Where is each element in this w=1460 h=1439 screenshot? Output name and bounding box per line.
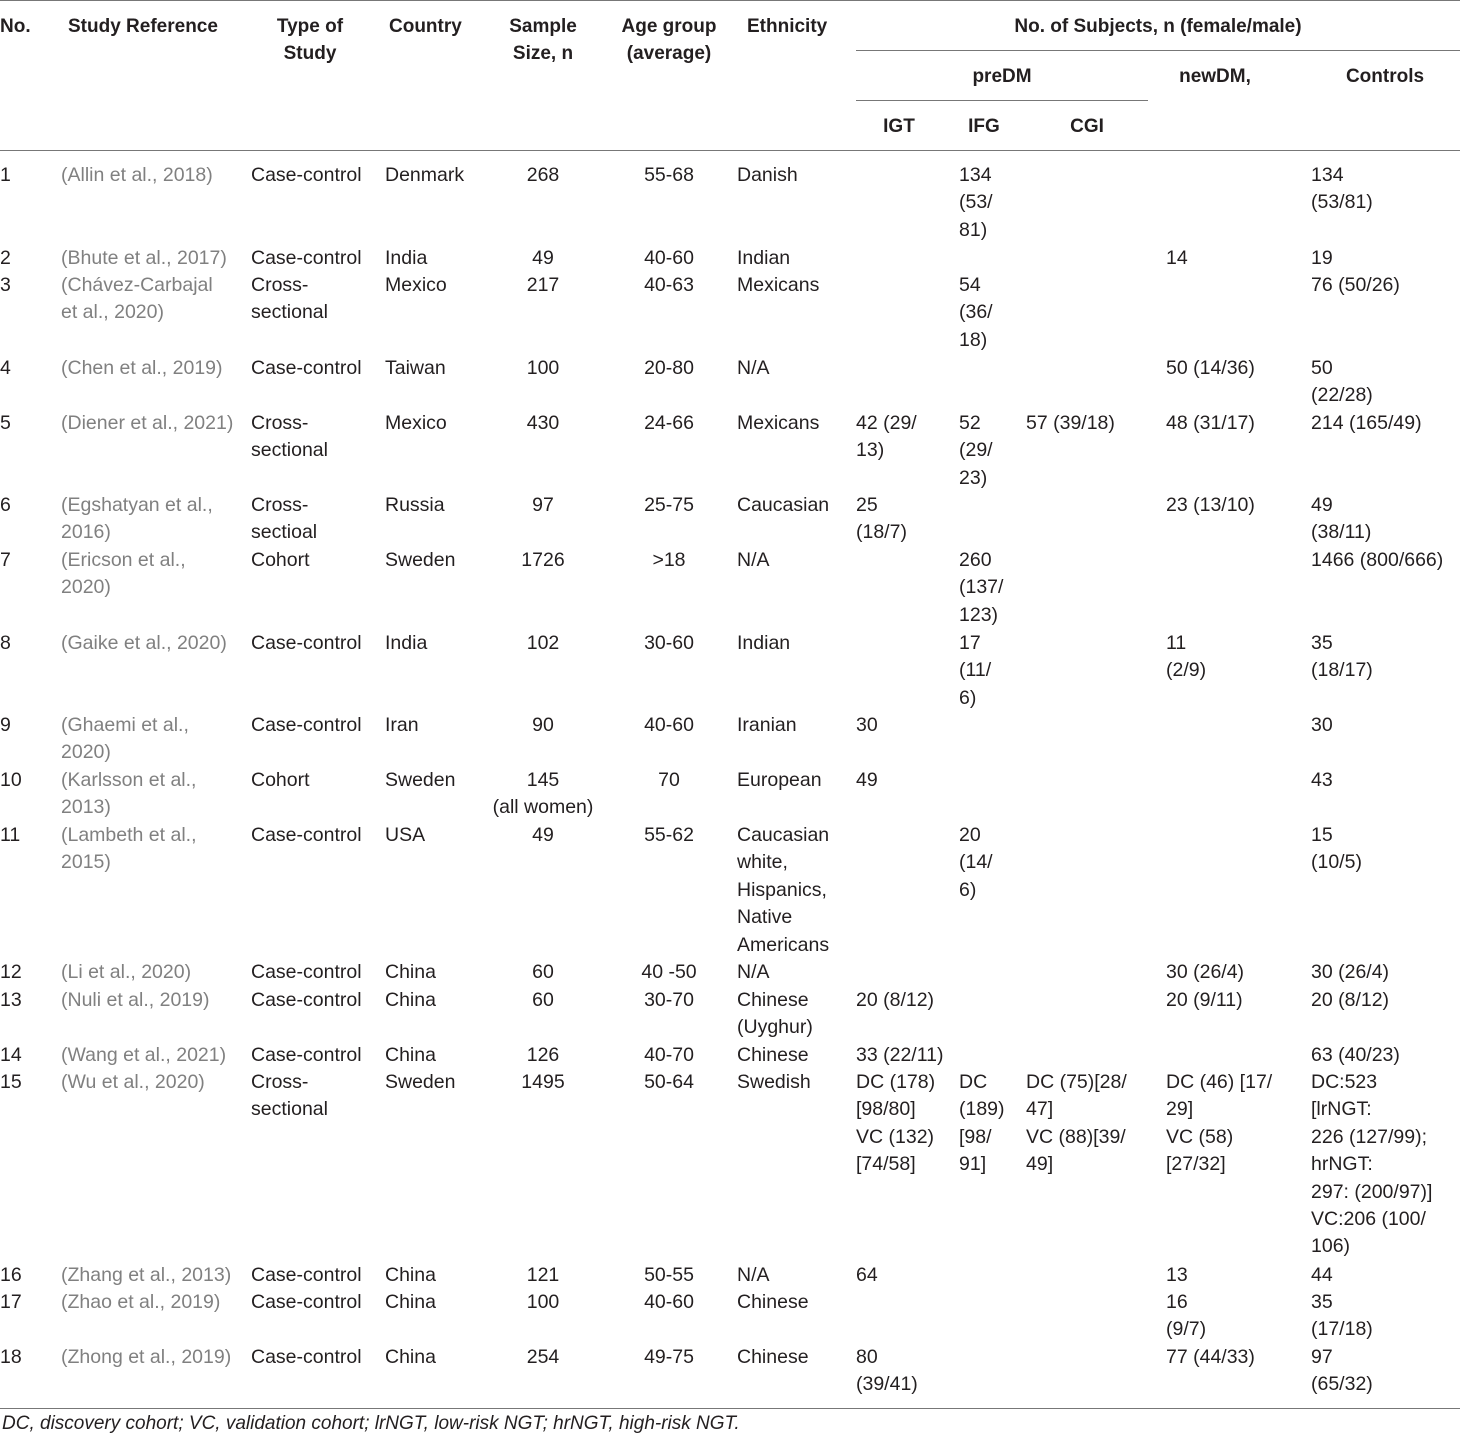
cell-country: China: [385, 961, 436, 983]
cell-sample: 126: [526, 1044, 560, 1066]
cell-country: China: [385, 1044, 436, 1066]
cell-no: 16: [0, 1264, 22, 1286]
cell-eth: Caucasian white, Hispanics, Native Americans: [737, 824, 830, 956]
cell-eth: N/A: [737, 549, 770, 571]
cell-age: 25-75: [644, 494, 694, 516]
cell-sample: 145 (all women): [492, 769, 594, 819]
table-bottom-rule: [0, 1408, 1460, 1409]
cell-type: Case-control: [251, 164, 362, 186]
cell-age: 40-60: [644, 714, 694, 736]
cell-sample: 49: [532, 824, 554, 846]
header-study-reference: Study Reference: [68, 16, 218, 37]
cell-newdm: 16 (9/7): [1166, 1291, 1207, 1341]
cell-ctrl: 30: [1311, 714, 1333, 736]
cell-igt: 64: [856, 1264, 878, 1286]
predm-rule: [856, 100, 1148, 101]
cell-cgi: DC (75)[28/ 47] VC (88)[39/ 49]: [1026, 1071, 1127, 1176]
header-sample-size: Sample Size, n: [509, 16, 577, 64]
cell-country: China: [385, 1291, 436, 1313]
cell-age: 50-64: [644, 1071, 694, 1093]
cell-type: Case-control: [251, 824, 362, 846]
cell-ifg: 52 (29/ 23): [959, 412, 993, 489]
cell-newdm: 14: [1166, 247, 1188, 269]
header-bottom-rule: [0, 150, 1460, 151]
cell-sample: 254: [526, 1346, 560, 1368]
cell-newdm: 48 (31/17): [1166, 412, 1255, 434]
cell-ctrl: 30 (26/4): [1311, 961, 1390, 983]
cell-ctrl: 43: [1311, 769, 1333, 791]
cell-igt: 25 (18/7): [856, 494, 907, 544]
cell-ref: (Gaike et al., 2020): [61, 632, 227, 654]
cell-newdm: 13: [1166, 1264, 1188, 1286]
cell-country: Iran: [385, 714, 419, 736]
cell-ctrl: 49 (38/11): [1311, 494, 1372, 544]
header-cgi: CGI: [1070, 116, 1104, 137]
cell-eth: N/A: [737, 357, 770, 379]
cell-country: India: [385, 632, 428, 654]
cell-newdm: 11 (2/9): [1166, 632, 1207, 682]
cell-igt: 30: [856, 714, 878, 736]
cell-age: 30-60: [644, 632, 694, 654]
cell-ref: (Nuli et al., 2019): [61, 989, 210, 1011]
cell-type: Cross- sectioal: [251, 494, 318, 544]
cell-eth: Caucasian: [737, 494, 830, 516]
cell-type: Cohort: [251, 769, 310, 791]
cell-newdm: 77 (44/33): [1166, 1346, 1255, 1368]
cell-eth: Indian: [737, 632, 791, 654]
cell-no: 8: [0, 632, 11, 654]
cell-igt: 49: [856, 769, 878, 791]
footnote: DC, discovery cohort; VC, validation cohort; lrNGT, low-risk NGT; hrNGT, high-risk NGT.: [2, 1413, 740, 1434]
cell-ref: (Lambeth et al., 2015): [61, 824, 197, 874]
cell-sample: 60: [532, 989, 554, 1011]
cell-eth: Mexicans: [737, 412, 820, 434]
cell-eth: Chinese (Uyghur): [737, 989, 813, 1039]
cell-sample: 268: [526, 164, 560, 186]
cell-age: 30-70: [644, 989, 694, 1011]
cell-ctrl: 214 (165/49): [1311, 412, 1422, 434]
cell-eth: Chinese: [737, 1346, 809, 1368]
cell-type: Case-control: [251, 632, 362, 654]
cell-type: Case-control: [251, 1291, 362, 1313]
cell-no: 14: [0, 1044, 22, 1066]
cell-igt: 33 (22/11): [856, 1044, 944, 1066]
header-ethnicity: Ethnicity: [747, 16, 828, 37]
cell-sample: 430: [526, 412, 560, 434]
cell-newdm: DC (46) [17/ 29] VC (58) [27/32]: [1166, 1071, 1273, 1176]
cell-igt: DC (178) [98/80] VC (132) [74/58]: [856, 1071, 936, 1176]
cell-sample: 90: [532, 714, 554, 736]
cell-age: 50-55: [644, 1264, 694, 1286]
cell-type: Case-control: [251, 989, 362, 1011]
cell-ref: (Chávez-Carbajal et al., 2020): [61, 274, 213, 324]
cell-sample: 100: [526, 357, 560, 379]
cell-no: 5: [0, 412, 11, 434]
cell-age: 40-60: [644, 247, 694, 269]
cell-sample: 102: [526, 632, 560, 654]
cell-type: Case-control: [251, 714, 362, 736]
cell-igt: 42 (29/ 13): [856, 412, 917, 462]
header-newdm: newDM,: [1179, 66, 1251, 87]
cell-age: 40-63: [644, 274, 694, 296]
cell-igt: 20 (8/12): [856, 989, 935, 1011]
cell-ctrl: 97 (65/32): [1311, 1346, 1373, 1396]
cell-sample: 100: [526, 1291, 560, 1313]
cell-eth: Mexicans: [737, 274, 820, 296]
cell-no: 15: [0, 1071, 22, 1093]
subjects-rule: [856, 50, 1460, 51]
cell-sample: 1726: [521, 549, 565, 571]
cell-igt: 80 (39/41): [856, 1346, 918, 1396]
cell-newdm: 30 (26/4): [1166, 961, 1245, 983]
cell-age: 20-80: [644, 357, 694, 379]
cell-ref: (Egshatyan et al., 2016): [61, 494, 213, 544]
cell-ctrl: 35 (17/18): [1311, 1291, 1373, 1341]
cell-no: 2: [0, 247, 11, 269]
cell-newdm: 50 (14/36): [1166, 357, 1255, 379]
cell-eth: Danish: [737, 164, 798, 186]
cell-ifg: 17 (11/ 6): [959, 632, 992, 709]
cell-age: 40-70: [644, 1044, 694, 1066]
cell-no: 1: [0, 164, 11, 186]
cell-type: Cross- sectional: [251, 274, 328, 324]
cell-age: 24-66: [644, 412, 694, 434]
header-age-group: Age group (average): [621, 16, 717, 64]
cell-ifg: 134 (53/ 81): [959, 164, 993, 241]
cell-eth: N/A: [737, 1264, 770, 1286]
cell-ref: (Li et al., 2020): [61, 961, 192, 983]
header-predm: preDM: [972, 66, 1032, 87]
cell-no: 17: [0, 1291, 22, 1313]
cell-age: 55-62: [644, 824, 694, 846]
cell-country: China: [385, 1264, 436, 1286]
cell-sample: 1495: [521, 1071, 565, 1093]
header-country: Country: [389, 16, 462, 37]
header-igt: IGT: [883, 116, 915, 137]
cell-sample: 49: [532, 247, 554, 269]
cell-eth: European: [737, 769, 822, 791]
header-ifg: IFG: [968, 116, 1000, 137]
cell-ctrl: 19: [1311, 247, 1333, 269]
cell-ref: (Zhang et al., 2013): [61, 1264, 232, 1286]
cell-ifg: DC (189) [98/ 91]: [959, 1071, 1005, 1176]
cell-no: 18: [0, 1346, 22, 1368]
cell-type: Case-control: [251, 1346, 362, 1368]
cell-no: 10: [0, 769, 22, 791]
cell-no: 9: [0, 714, 11, 736]
cell-no: 6: [0, 494, 11, 516]
cell-country: Taiwan: [385, 357, 446, 379]
cell-ref: (Zhao et al., 2019): [61, 1291, 221, 1313]
cell-country: India: [385, 247, 428, 269]
cell-ctrl: 50 (22/28): [1311, 357, 1373, 407]
cell-ctrl: 134 (53/81): [1311, 164, 1373, 214]
cell-no: 12: [0, 961, 22, 983]
cell-ifg: 54 (36/ 18): [959, 274, 993, 351]
cell-eth: Swedish: [737, 1071, 811, 1093]
cell-country: China: [385, 989, 436, 1011]
cell-age: 40 -50: [641, 961, 697, 983]
cell-no: 7: [0, 549, 11, 571]
cell-ctrl: 15 (10/5): [1311, 824, 1362, 874]
cell-ref: (Karlsson et al., 2013): [61, 769, 197, 819]
cell-type: Case-control: [251, 961, 362, 983]
cell-newdm: 20 (9/11): [1166, 989, 1243, 1011]
cell-no: 13: [0, 989, 22, 1011]
cell-no: 3: [0, 274, 11, 296]
cell-eth: N/A: [737, 961, 770, 983]
header-no: No.: [0, 16, 31, 37]
cell-cgi: 57 (39/18): [1026, 412, 1115, 434]
cell-eth: Iranian: [737, 714, 797, 736]
cell-ref: (Diener et al., 2021): [61, 412, 234, 434]
cell-sample: 217: [526, 274, 560, 296]
cell-ref: (Ericson et al., 2020): [61, 549, 186, 599]
cell-type: Cross- sectional: [251, 412, 328, 462]
cell-age: 49-75: [644, 1346, 694, 1368]
cell-ref: (Chen et al., 2019): [61, 357, 223, 379]
cell-country: Sweden: [385, 769, 456, 791]
cell-eth: Chinese: [737, 1044, 809, 1066]
header-controls: Controls: [1345, 66, 1425, 87]
cell-age: 55-68: [644, 164, 694, 186]
cell-ref: (Wang et al., 2021): [61, 1044, 227, 1066]
cell-country: Denmark: [385, 164, 465, 186]
cell-eth: Chinese: [737, 1291, 809, 1313]
cell-country: Russia: [385, 494, 445, 516]
cell-eth: Indian: [737, 247, 791, 269]
cell-age: 40-60: [644, 1291, 694, 1313]
cell-ctrl: 63 (40/23): [1311, 1044, 1400, 1066]
cell-country: Mexico: [385, 412, 447, 434]
cell-ctrl: 35 (18/17): [1311, 632, 1373, 682]
cell-sample: 97: [532, 494, 554, 516]
cell-age: 70: [658, 769, 680, 791]
cell-ifg: 20 (14/ 6): [959, 824, 993, 901]
cell-sample: 121: [526, 1264, 560, 1286]
cell-type: Case-control: [251, 247, 362, 269]
cell-type: Cohort: [251, 549, 310, 571]
cell-ref: (Wu et al., 2020): [61, 1071, 205, 1093]
cell-type: Case-control: [251, 357, 362, 379]
top-border: [0, 0, 1460, 1]
cell-country: USA: [385, 824, 426, 846]
cell-ref: (Bhute et al., 2017): [61, 247, 227, 269]
cell-no: 11: [0, 824, 21, 846]
cell-country: Mexico: [385, 274, 447, 296]
cell-newdm: 23 (13/10): [1166, 494, 1255, 516]
cell-no: 4: [0, 357, 11, 379]
cell-ref: (Zhong et al., 2019): [61, 1346, 232, 1368]
cell-country: Sweden: [385, 549, 456, 571]
header-no-of-subjects: No. of Subjects, n (female/male): [1014, 16, 1302, 37]
cell-ctrl: 1466 (800/666): [1311, 549, 1444, 571]
cell-ref: (Allin et al., 2018): [61, 164, 213, 186]
cell-country: Sweden: [385, 1071, 456, 1093]
cell-ifg: 260 (137/ 123): [959, 549, 1004, 626]
cell-type: Case-control: [251, 1044, 362, 1066]
cell-type: Cross- sectional: [251, 1071, 328, 1121]
cell-ref: (Ghaemi et al., 2020): [61, 714, 189, 764]
cell-ctrl: DC:523 [lrNGT: 226 (127/99); hrNGT: 297: (200/97)] VC:206 (100/ 106): [1311, 1071, 1433, 1258]
cell-country: China: [385, 1346, 436, 1368]
cell-age: >18: [652, 549, 686, 571]
cell-ctrl: 76 (50/26): [1311, 274, 1400, 296]
cell-ctrl: 44: [1311, 1264, 1333, 1286]
cell-ctrl: 20 (8/12): [1311, 989, 1390, 1011]
header-type-of-study: Type of Study: [276, 16, 344, 64]
cell-type: Case-control: [251, 1264, 362, 1286]
cell-sample: 60: [532, 961, 554, 983]
